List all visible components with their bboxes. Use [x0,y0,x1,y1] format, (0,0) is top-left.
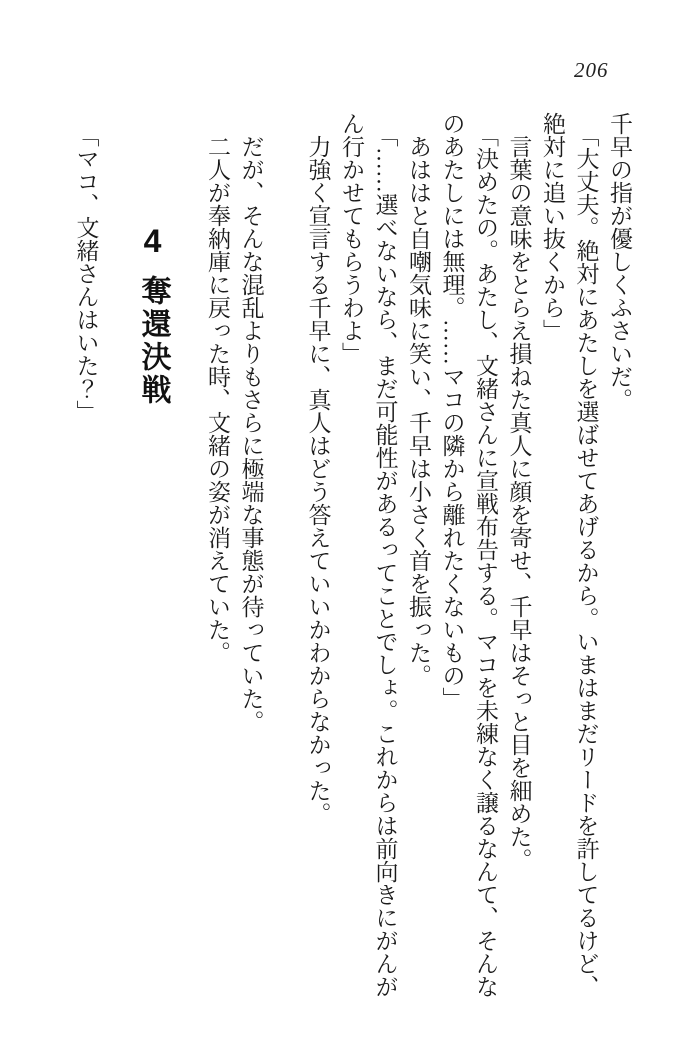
text-line: 力強く宣言する千早に、真人はどう答えていいかわからなかった。 [305,135,331,825]
text-line: 千早の指が優しくふさいだ。 [607,112,632,411]
text-line: 絶対に追い抜くから」 [540,112,565,342]
text-line: 「マコ、文緒さんはいた？」 [73,124,99,423]
chapter-heading [133,112,173,1012]
chapter-number: 4 [134,223,171,259]
body-text [69,112,636,1012]
text-line: 「決めたの。あたし、文緒さんに宣戦布告する。マコを未練なく譲るなんて、そんな [473,124,498,998]
text-line: 「……選べないなら、まだ可能性があるってことでしょ。これからは前向きにがんが [372,124,398,998]
text-line: ん行かせてもらうわよ」 [339,112,364,365]
text-line: 「大丈夫。絶対にあたしを選ばせてあげるから。いまはまだリードを許してるけど、 [573,124,599,998]
chapter-title: 奪還決戦 [136,275,170,407]
text-line: のあたしには無理。……マコの隣から離れたくないもの」 [439,112,465,710]
page-number: 206 [574,58,609,82]
text-line: だが、そんな混乱よりもさらに極端な事態が待っていた。 [238,135,264,733]
text-line: 二人が奉納庫に戻った時、文緒の姿が消えていた。 [205,135,230,664]
text-line: 言葉の意味をとらえ損ねた真人に顔を寄せ、千早はそっと目を細めた。 [506,135,532,871]
text-line: あははと自嘲気味に笑い、千早は小さく首を振った。 [406,135,431,687]
